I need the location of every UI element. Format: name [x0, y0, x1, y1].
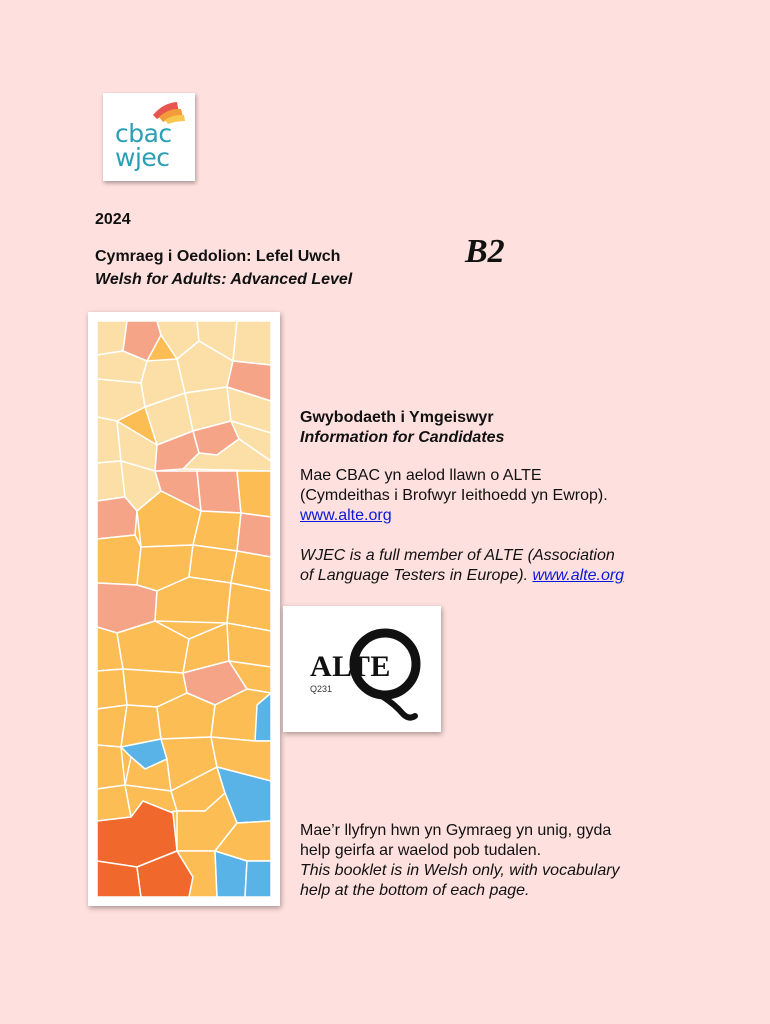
membership-welsh	[300, 466, 608, 526]
booklet-note-english-line2: help at the bottom of each page.	[300, 882, 530, 899]
info-heading	[300, 408, 504, 448]
logo-cbac-text: cbac	[115, 119, 172, 148]
mosaic-image	[88, 312, 280, 906]
alte-link-english[interactable]: www.alte.org	[532, 567, 625, 584]
booklet-note-welsh-line1: Mae’r llyfryn hwn yn Gymraeg yn unig, gyda	[300, 822, 612, 839]
title-welsh: Cymraeg i Oedolion: Lefel Uwch	[95, 248, 341, 265]
level-badge: B2	[465, 233, 505, 270]
membership-welsh-line2: (Cymdeithas i Brofwyr Ieithoedd yn Ewrop).	[300, 487, 608, 504]
booklet-note	[300, 821, 620, 901]
logo-wjec-text: wjec	[115, 143, 170, 172]
booklet-note-welsh-line2: help geirfa ar waelod pob tudalen.	[300, 842, 542, 859]
alte-link-welsh[interactable]: www.alte.org	[300, 507, 392, 524]
title-english: Welsh for Adults: Advanced Level	[95, 271, 353, 288]
alte-logo	[283, 606, 441, 732]
alte-wordmark: ALTE	[310, 650, 391, 683]
membership-welsh-line1: Mae CBAC yn aelod llawn o ALTE	[300, 467, 542, 484]
wjec-logo	[103, 93, 195, 181]
membership-english-line2: of Language Testers in Europe).	[300, 567, 529, 584]
booklet-note-english-line1: This booklet is in Welsh only, with vocabulary	[300, 862, 620, 879]
info-heading-welsh: Gwybodaeth i Ymgeiswyr	[300, 409, 494, 426]
info-heading-english: Information for Candidates	[300, 429, 505, 446]
alte-code: Q231	[310, 684, 333, 694]
year: 2024	[95, 211, 131, 228]
membership-english	[300, 546, 624, 586]
membership-english-line1: WJEC is a full member of ALTE (Association	[300, 547, 615, 564]
